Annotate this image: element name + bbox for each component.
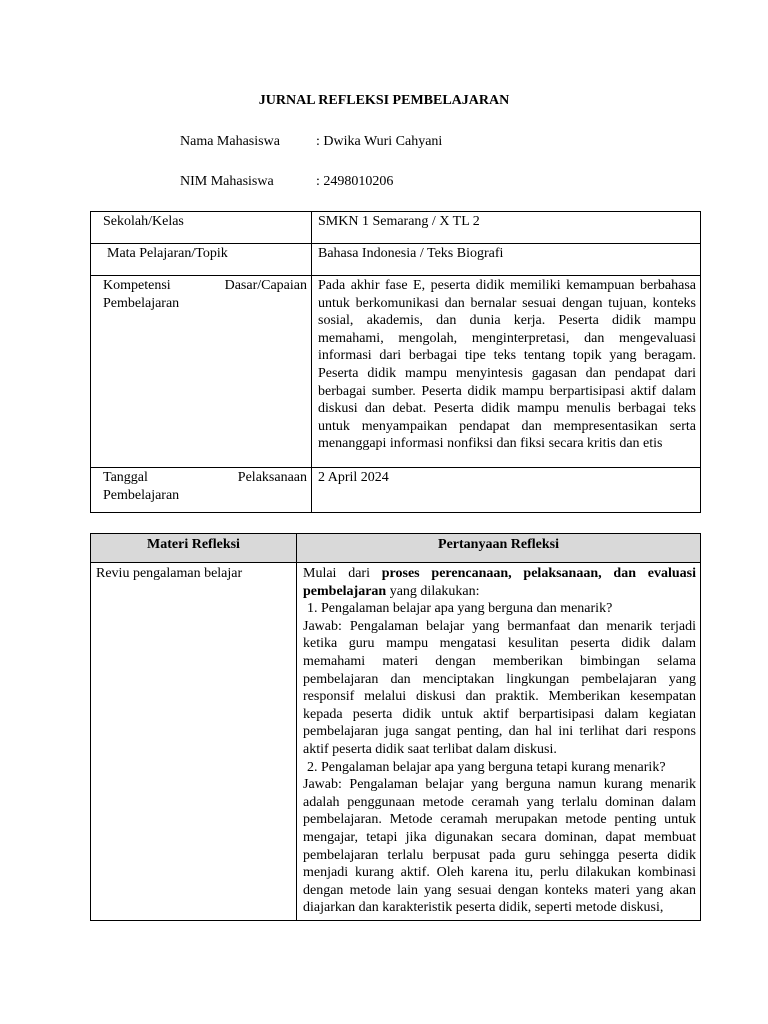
- subject-value: Bahasa Indonesia / Teks Biografi: [312, 244, 701, 276]
- student-nim-row: [180, 174, 393, 190]
- intro-text: Mulai dari proses perencanaan, pelaksanaan, dan evaluasi pembelajaran yang dilakukan:: [303, 566, 696, 599]
- table-row: [91, 563, 701, 921]
- date-value: 2 April 2024: [312, 468, 701, 513]
- table-header-row: [91, 534, 701, 563]
- page-title: JURNAL REFLEKSI PEMBELAJARAN: [258, 93, 510, 108]
- question-1: 1. Pengalaman belajar apa yang berguna dan menarik?: [307, 601, 613, 617]
- school-label: Sekolah/Kelas: [91, 212, 312, 244]
- student-name-row: [180, 134, 442, 150]
- date-label-line-2: Pembelajaran: [103, 487, 180, 503]
- info-table: [90, 211, 701, 513]
- table-row: [91, 468, 701, 513]
- date-label: [91, 468, 312, 513]
- intro-bold: proses perencanaan, pelaksanaan, dan evaluasi pembelajaran: [303, 566, 696, 599]
- competence-label-line-1: Kompetensi Dasar/Capaian: [103, 278, 307, 293]
- table-row: [91, 244, 701, 276]
- student-nim-label: NIM Mahasiswa: [180, 174, 274, 189]
- competence-label: [91, 276, 312, 468]
- subject-label: Mata Pelajaran/Topik: [91, 244, 312, 276]
- question-2: 2. Pengalaman belajar apa yang berguna tetapi kurang menarik?: [307, 759, 666, 775]
- competence-value: Pada akhir fase E, peserta didik memiliki kemampuan berbahasa untuk berkomunikasi dan bernalar sesuai dengan tujuan, konteks sosial, akademis, dan dunia kerja. Peserta didik mampu memahami, mengolah, menginterpretasi, dan mengevaluasi informasi dari berbagai tipe teks tentang topik yang beragam. Peserta didik mampu menyintesis gagasan dan pendapat dari berbagai sumber. Peserta didik mampu berpartisipasi aktif dalam diskusi dan debat. Peserta didik mampu menulis berbagai teks untuk menyampaikan pendapat dan mempresentasikan serta menanggapi informasi nonfiksi dan fiksi secara kritis dan etis: [312, 276, 701, 468]
- student-name-value: : Dwika Wuri Cahyani: [316, 134, 443, 149]
- student-name-label: Nama Mahasiswa: [180, 134, 280, 149]
- student-nim-value: : 2498010206: [316, 174, 394, 189]
- reflection-table: [90, 533, 701, 921]
- header-materi: Materi Refleksi: [91, 534, 297, 563]
- answer-2: Jawab: Pengalaman belajar yang berguna namun kurang menarik adalah penggunaan metode ceramah yang terlalu dominan dalam pembelajaran. Metode ceramah merupakan metode penting untuk mengajar, tetapi jika digunakan secara dominan, dapat membuat pembelajaran terlalu berpusat pada guru sehingga peserta didik menjadi kurang aktif. Oleh karena itu, perlu dilakukan kombinasi dengan metode lain yang sesuai dengan konteks materi yang akan diajarkan dan karakteristik peserta didik, seperti metode diskusi,: [303, 777, 696, 916]
- school-value: SMKN 1 Semarang / X TL 2: [312, 212, 701, 244]
- answer-1: Jawab: Pengalaman belajar yang bermanfaat dan menarik terjadi ketika guru mampu mengatasi kesulitan peserta didik dalam memahami materi dengan memberikan bimbingan selama pembelajaran dan menciptakan lingkungan pembelajaran yang responsif melalui diskusi dan praktik. Memberikan kesempatan kepada peserta didik untuk aktif berpartisipasi dalam kegiatan pembelajaran juga sangat penting, dan hal ini terlihat dari respons aktif peserta didik saat terlibat dalam diskusi.: [303, 618, 696, 757]
- table-row: [91, 276, 701, 468]
- header-pertanyaan: Pertanyaan Refleksi: [297, 534, 701, 563]
- date-label-line-1: Tanggal Pelaksanaan: [103, 470, 307, 485]
- competence-label-line-2: Pembelajaran: [103, 295, 180, 311]
- row-label: Reviu pengalaman belajar: [91, 563, 297, 921]
- reflection-content: [297, 563, 701, 921]
- table-row: [91, 212, 701, 244]
